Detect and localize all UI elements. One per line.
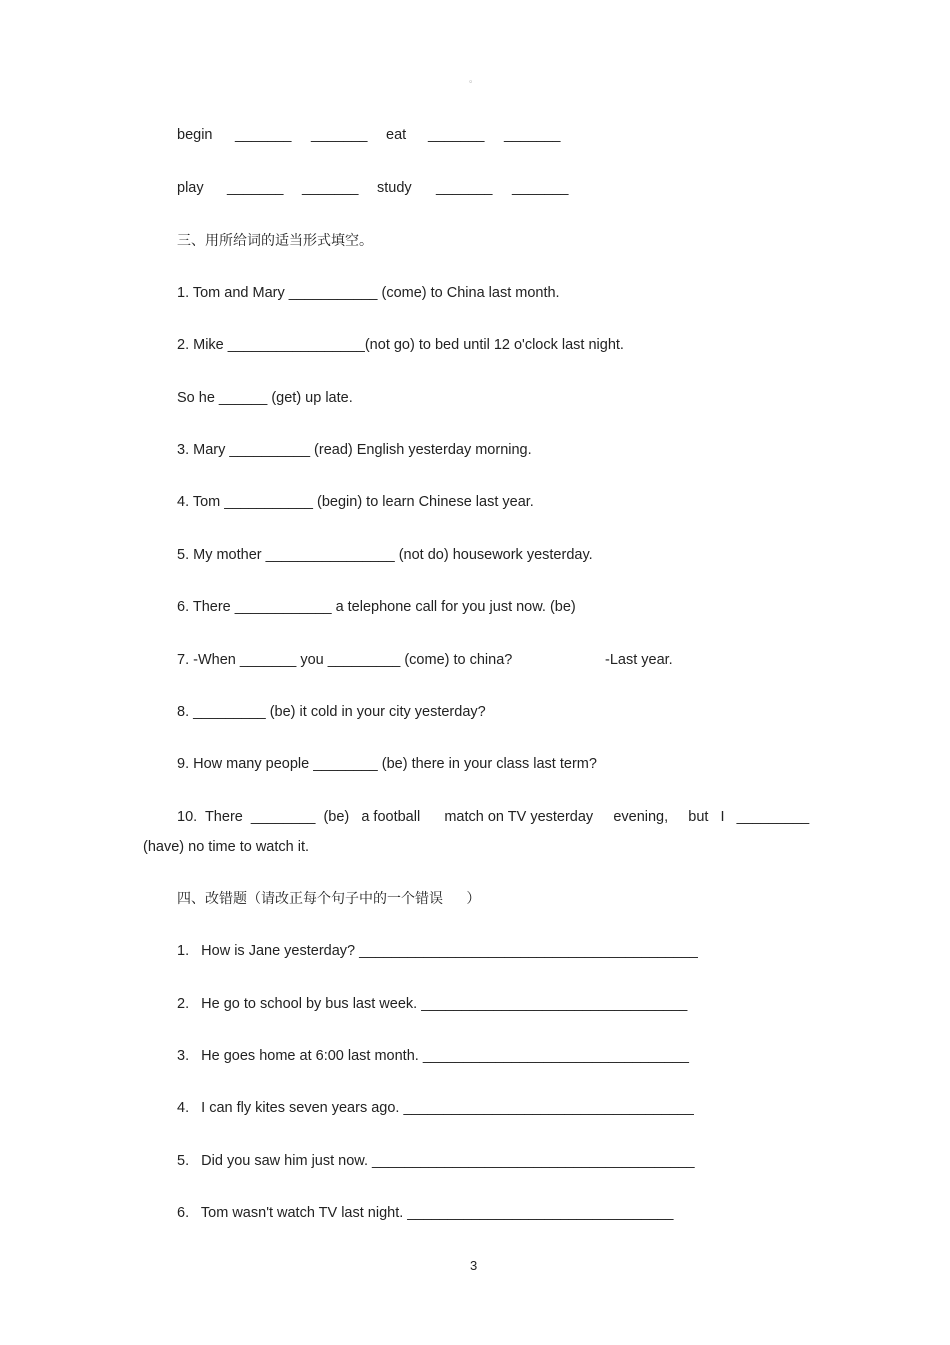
verb-word-eat: eat (386, 127, 407, 143)
question-1: 1. Tom and Mary ___________ (come) to China last month. (177, 285, 560, 301)
question-10-continued: (have) no time to watch it. (143, 839, 310, 855)
verb-blank: _______ (311, 127, 368, 143)
header-mark: 。 (469, 74, 479, 84)
question-7: 7. -When _______ you _________ (come) to china? (177, 652, 513, 668)
question-9: 9. How many people ________ (be) there in your class last term? (177, 756, 597, 772)
question-7-answer: -Last year. (605, 652, 673, 668)
question-6: 6. There ____________ a telephone call for you just now. (be) (177, 599, 576, 615)
question-8: 8. _________ (be) it cold in your city yesterday? (177, 704, 486, 720)
question-10: 10. There ________ (be) a football match on TV yesterday evening, but I _________ (177, 809, 810, 825)
correction-item-1: 1. How is Jane yesterday? __________________________________________ (177, 943, 698, 959)
question-5: 5. My mother ________________ (not do) housework yesterday. (177, 547, 593, 563)
page-number: 3 (470, 1258, 478, 1273)
correction-item-4: 4. I can fly kites seven years ago. ____________________________________ (177, 1100, 694, 1116)
correction-item-3: 3. He goes home at 6:00 last month. _________________________________ (177, 1048, 689, 1064)
section4-heading: 四、改错题（请改正每个句子中的一个错误 ） (177, 890, 481, 906)
verb-blank: _______ (235, 127, 292, 143)
verb-blank: _______ (512, 180, 569, 196)
question-2-continued: So he ______ (get) up late. (177, 390, 353, 406)
question-3: 3. Mary __________ (read) English yesterday morning. (177, 442, 532, 458)
verb-word-begin: begin (177, 127, 213, 143)
verb-blank: _______ (227, 180, 284, 196)
correction-item-6: 6. Tom wasn't watch TV last night. _________________________________ (177, 1205, 674, 1221)
verb-blank: _______ (504, 127, 561, 143)
verb-blank: _______ (428, 127, 485, 143)
question-4: 4. Tom ___________ (begin) to learn Chinese last year. (177, 494, 534, 510)
correction-item-2: 2. He go to school by bus last week. _________________________________ (177, 996, 688, 1012)
verb-word-study: study (377, 180, 412, 196)
verb-word-play: play (177, 180, 204, 196)
section3-heading: 三、用所给词的适当形式填空。 (177, 232, 373, 248)
verb-blank: _______ (436, 180, 493, 196)
verb-blank: _______ (302, 180, 359, 196)
correction-item-5: 5. Did you saw him just now. ________________________________________ (177, 1153, 695, 1169)
question-2: 2. Mike _________________(not go) to bed until 12 o'clock last night. (177, 337, 624, 353)
